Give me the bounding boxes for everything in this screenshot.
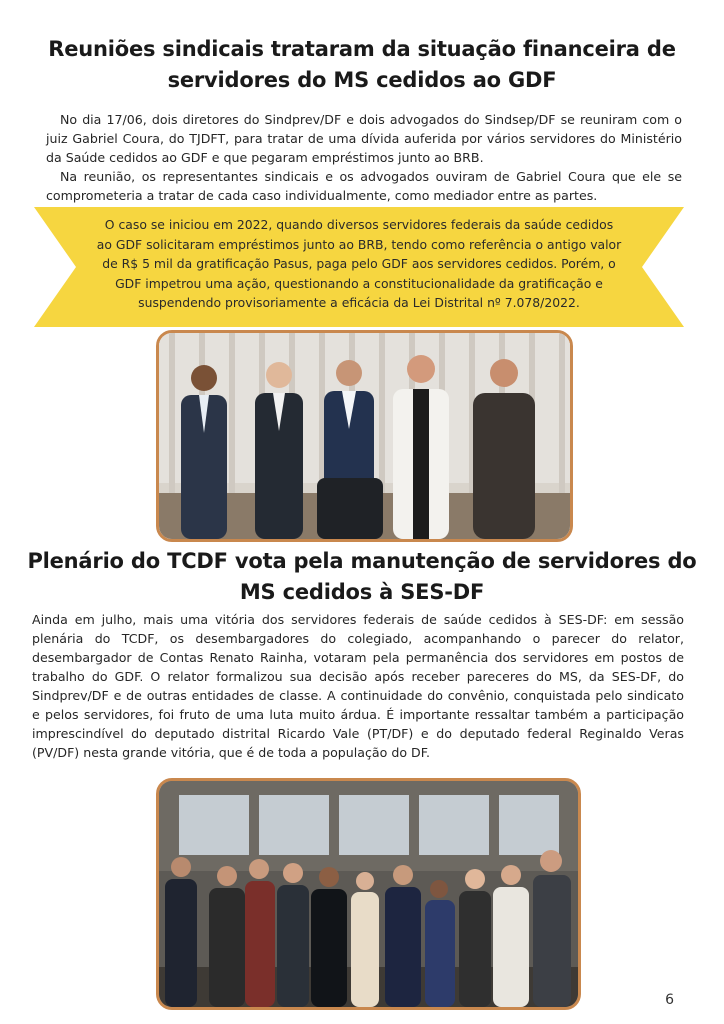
plenary-photo (156, 778, 581, 1010)
article2-title-line2: MS cedidos à SES-DF (239, 580, 485, 604)
article1-body (46, 110, 682, 205)
article1-title (20, 34, 704, 96)
meeting-photo (156, 330, 573, 542)
article1-title-line2: servidores do MS cedidos ao GDF (167, 68, 557, 92)
article2-body (32, 610, 684, 762)
plenary-photo-illustration (159, 781, 578, 1007)
highlight-banner (34, 207, 684, 327)
article2-title (20, 546, 704, 608)
highlight-line1: O caso se iniciou em 2022, quando diversos servidores federais da saúde cedidos (104, 217, 614, 232)
page-number: 6 (665, 992, 674, 1008)
article1-title-line1: Reuniões sindicais trataram da situação financeira de (48, 37, 676, 61)
article1-paragraph2: Na reunião, os representantes sindicais e os advogados ouviram de Gabriel Coura que ele se comprometeria a tratar de cada caso individualmente, como mediador entre as partes. (46, 169, 682, 203)
highlight-line3: de R$ 5 mil da gratificação Pasus, paga pelo GDF aos servidores cedidos. Porém, o (102, 256, 616, 271)
article2-title-line1: Plenário do TCDF vota pela manutenção de servidores do (27, 549, 697, 573)
highlight-line2: ao GDF solicitaram empréstimos junto ao BRB, tendo como referência o antigo valor (96, 236, 622, 252)
highlight-line5: suspendendo provisoriamente a eficácia da Lei Distrital nº 7.078/2022. (138, 295, 580, 310)
highlight-text (86, 215, 632, 313)
highlight-line4: GDF impetrou uma ação, questionando a constitucionalidade da gratificação e (115, 275, 603, 291)
meeting-photo-illustration (159, 333, 570, 539)
article2-paragraph: Ainda em julho, mais uma vitória dos servidores federais de saúde cedidos à SES-DF: em sessão plenária do TCDF, os desembargadores do colegiado, acompanhando o parecer do relator, desembargador de Contas Renato Rainha, votaram pela permanência dos servidores em postos de trabalho do GDF. O relator formalizou sua decisão após receber pareceres do MS, da SES-DF, do Sindprev/DF e de outras entidades de classe. A continuidade do convênio, conquistada pelo sindicato e pelos servidores, foi fruto de uma luta muito árdua. É importante ressaltar também a participação imprescindível do deputado distrital Ricardo Vale (PT/DF) e do deputado federal Reginaldo Veras (PV/DF) nesta grande vitória, que é de toda a população do DF. (32, 612, 684, 760)
article1-paragraph1: No dia 17/06, dois diretores do Sindprev/DF e dois advogados do Sindsep/DF se reuniram com o juiz Gabriel Coura, do TJDFT, para tratar de uma dívida auferida por vários servidores do Ministério da Saúde cedidos ao GDF e que pegaram empréstimos junto ao BRB. (46, 112, 682, 165)
